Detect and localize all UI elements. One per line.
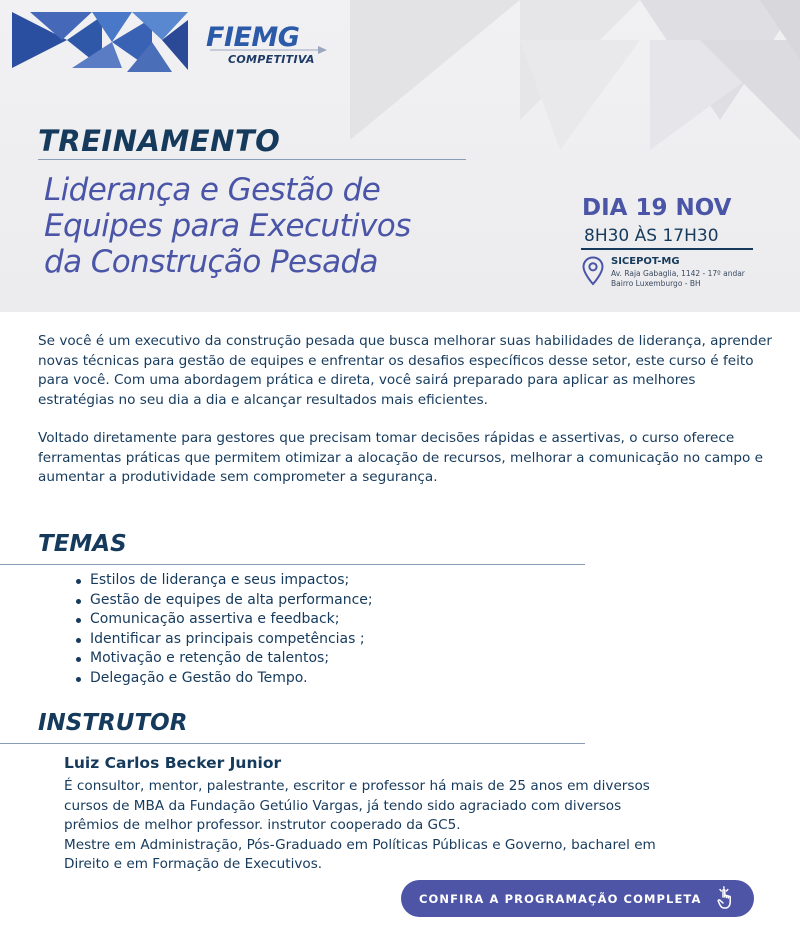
bio-line: prêmios de melhor professor. instrutor cooperado da GC5. — [64, 817, 461, 833]
list-item: Estilos de liderança e seus impactos; — [74, 571, 373, 591]
course-title — [44, 172, 484, 280]
list-item: Delegação e Gestão do Tempo. — [74, 669, 373, 689]
list-item: Comunicação assertiva e feedback; — [74, 610, 373, 630]
event-time: 8H30 ÀS 17H30 — [584, 226, 719, 246]
course-title-line: da Construção Pesada — [44, 244, 378, 280]
course-title-line: Liderança e Gestão de — [44, 172, 381, 208]
list-item: Motivação e retenção de talentos; — [74, 649, 373, 669]
address-line: Av. Raja Gabaglia, 1142 - 17º andar — [611, 269, 745, 278]
kicker-divider — [38, 159, 466, 160]
brand-tagline: COMPETITIVA — [228, 53, 315, 66]
course-title-line: Equipes para Executivos — [44, 208, 411, 244]
instructor-name: Luiz Carlos Becker Junior — [64, 754, 282, 772]
full-program-button[interactable] — [401, 880, 754, 917]
event-venue: SICEPOT-MG — [611, 256, 680, 267]
location-pin-icon — [582, 256, 604, 286]
intro-paragraph: Se você é um executivo da construção pesada que busca melhorar suas habilidades de liderança, aprender novas técnicas para gestão de equipes e enfrentar os desafios específicos desse setor, este curso é feito para você. Com uma abordagem prática e direta, você sairá preparado para aplicar as melhores estratégias no seu dia a dia e alcançar resultados mais eficientes. — [38, 333, 772, 408]
address-line: Bairro Luxemburgo - BH — [611, 279, 701, 288]
event-date: DIA 19 NOV — [582, 195, 732, 221]
brand-name: FIEMG — [206, 22, 300, 53]
list-item: Identificar as principais competências ; — [74, 630, 373, 650]
pointer-hand-icon — [714, 886, 740, 912]
instructor-bio — [64, 777, 764, 875]
bio-line: Mestre em Administração, Pós-Graduado em Políticas Públicas e Governo, bacharel em — [64, 836, 656, 853]
bio-line: Direito e em Formação de Executivos. — [64, 856, 323, 872]
instructor-divider — [0, 743, 585, 744]
hero-banner — [0, 0, 800, 312]
fiemg-logo-icon — [12, 12, 190, 74]
topics-heading: TEMAS — [38, 531, 127, 557]
training-kicker: TREINAMENTO — [38, 124, 281, 158]
instructor-heading: INSTRUTOR — [38, 710, 188, 736]
bio-line: É consultor, mentor, palestrante, escritor e professor há mais de 25 anos em diversos — [64, 778, 650, 794]
list-item: Gestão de equipes de alta performance; — [74, 591, 373, 611]
intro-text — [38, 332, 773, 488]
cta-label: CONFIRA A PROGRAMAÇÃO COMPLETA — [419, 891, 702, 906]
intro-paragraph: Voltado diretamente para gestores que precisam tomar decisões rápidas e assertivas, o curso oferece ferramentas práticas que permitem otimizar a alocação de recursos, melhorar a comunicação no campo e aumentar a produtividade sem comprometer a segurança. — [38, 430, 764, 485]
date-divider — [581, 248, 753, 250]
topics-list — [74, 571, 373, 689]
event-address — [611, 269, 745, 289]
topics-divider — [0, 564, 585, 565]
bio-line: cursos de MBA da Fundação Getúlio Vargas, já tendo sido agraciado com diversos — [64, 797, 622, 814]
